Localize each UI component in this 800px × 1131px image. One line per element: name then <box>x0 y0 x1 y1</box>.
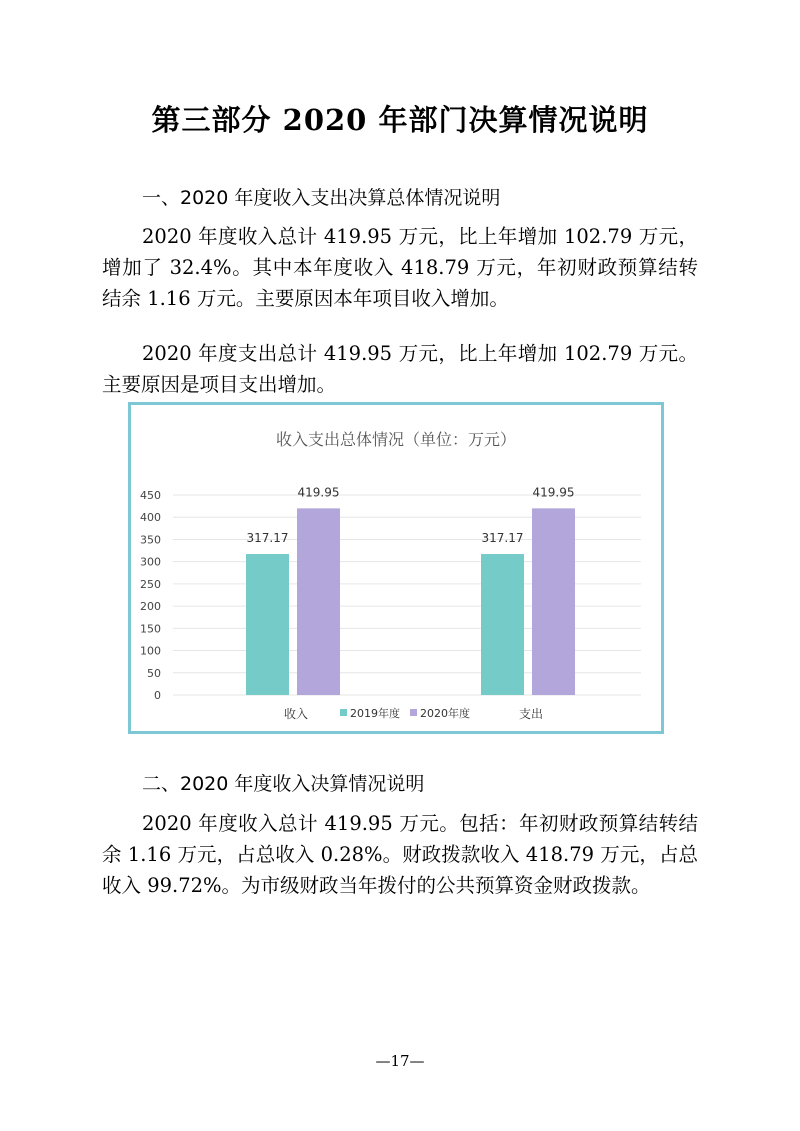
legend-label: 2020年度 <box>420 707 470 720</box>
income-expense-chart <box>131 405 661 731</box>
legend-label: 2019年度 <box>350 707 400 720</box>
y-tick-label: 400 <box>140 511 161 525</box>
section-1-paragraph-1: 2020 年度收入总计 419.95 万元，比上年增加 102.79 万元，增加了 32.4%。其中本年度收入 418.79 万元，年初财政预算结转结余 1.16 万元。主要原因本年项目收入增加。 <box>102 225 698 310</box>
bar-value-label: 317.17 <box>481 531 524 546</box>
section-2-heading: 二、2020 年度收入决算情况说明 <box>142 773 425 795</box>
y-tick-label: 100 <box>140 644 161 658</box>
x-category-label: 支出 <box>518 707 544 721</box>
y-tick-label: 0 <box>154 689 161 702</box>
page-number: —17— <box>375 1052 425 1070</box>
legend-swatch <box>340 709 347 716</box>
section-1-paragraph-2: 2020 年度支出总计 419.95 万元，比上年增加 102.79 万元。主要原因是项目支出增加。 <box>102 342 698 396</box>
y-tick-label: 50 <box>147 666 161 680</box>
bar-expense-2020年度 <box>532 508 575 695</box>
chart-title: 收入支出总体情况（单位：万元） <box>275 430 517 449</box>
y-tick-label: 250 <box>140 577 161 591</box>
bar-value-label: 419.95 <box>297 485 340 500</box>
y-tick-label: 350 <box>140 533 161 547</box>
bar-value-label: 419.95 <box>532 485 575 500</box>
bar-value-label: 317.17 <box>246 531 289 546</box>
y-tick-label: 300 <box>140 555 161 569</box>
y-tick-label: 200 <box>140 600 161 614</box>
bar-income-2020年度 <box>297 508 340 695</box>
y-tick-label: 450 <box>140 489 161 502</box>
page-title: 第三部分 2020 年部门决算情况说明 <box>151 103 649 137</box>
bar-income-2019年度 <box>246 554 289 695</box>
x-category-label: 收入 <box>283 707 309 721</box>
chart-frame <box>128 402 664 734</box>
legend-swatch <box>410 709 417 716</box>
section-2-paragraph-1: 2020 年度收入总计 419.95 万元。包括：年初财政预算结转结余 1.16 万元，占总收入 0.28%。财政拨款收入 418.79 万元，占总收入 99.72%。为市级财政当年拨付的公共预算资金财政拨款。 <box>102 812 698 897</box>
y-tick-label: 150 <box>140 622 161 636</box>
bar-expense-2019年度 <box>481 554 524 695</box>
section-1-heading: 一、2020 年度收入支出决算总体情况说明 <box>142 187 501 209</box>
